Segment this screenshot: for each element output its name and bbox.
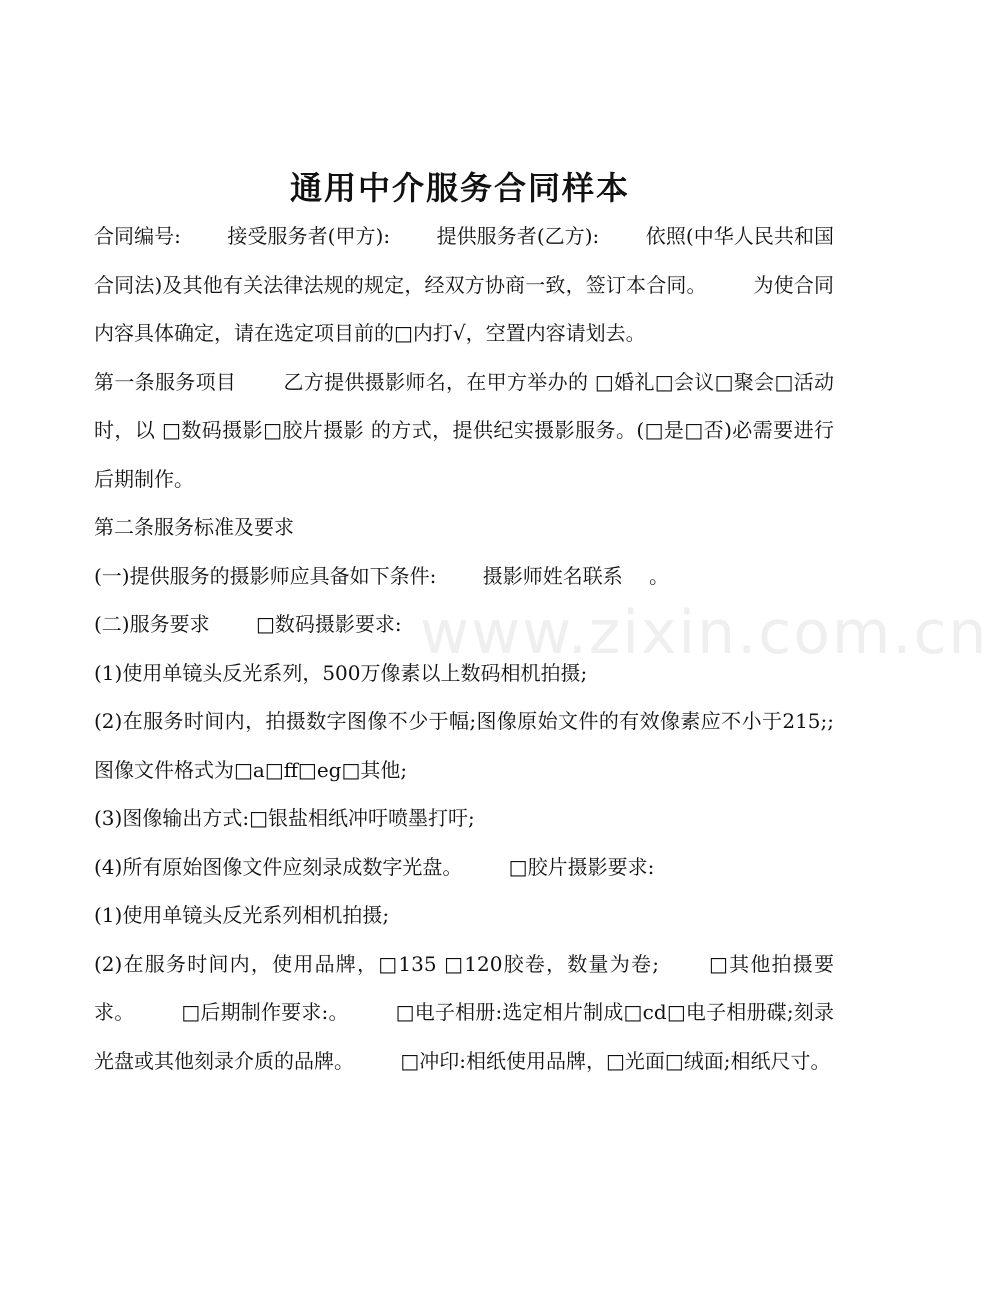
paragraph-service-requirements: (二)服务要求 □数码摄影要求: xyxy=(94,612,402,636)
paragraph-digital-item-2: (2)在服务时间内，拍摄数字图像不少于幅;图像原始文件的有效像素应不小于215;;图像文件格式为□a□ff□eg□其他; xyxy=(94,709,834,782)
paragraph-preamble: 合同编号: 接受服务者(甲方): 提供服务者(乙方): 依照(中华人民共和国合同法)及其他有关法律法规的规定，经双方协商一致，签订本合同。 为使合同内容具体确定，请在选定项目前的□内打√，空置内容请划去。 xyxy=(94,224,834,345)
paragraph-article-1: 第一条服务项目 乙方提供摄影师名，在甲方举办的 □婚礼□会议□聚会□活动时，以 □数码摄影□胶片摄影 的方式，提供纪实摄影服务。(□是□否)必需要进行后期制作。 xyxy=(94,369,834,491)
document-body xyxy=(94,212,834,1085)
paragraph-film-item-1: (1)使用单镜头反光系列相机拍摄; xyxy=(94,903,390,927)
paragraph-digital-item-3: (3)图像输出方式:□银盐相纸冲吁喷墨打吁; xyxy=(94,806,475,830)
paragraph-photographer-conditions: (一)提供服务的摄影师应具备如下条件: 摄影师姓名联系 。 xyxy=(94,563,670,588)
paragraph-digital-item-1: (1)使用单镜头反光系列，500万像素以上数码相机拍摄; xyxy=(94,660,588,685)
paragraph-digital-item-4: (4)所有原始图像文件应刻录成数字光盘。 □胶片摄影要求: xyxy=(94,854,655,879)
document-title: 通用中介服务合同样本 xyxy=(289,169,630,207)
paragraph-film-item-2: (2)在服务时间内，使用品牌，□135 □120胶卷，数量为卷; □其他拍摄要求。 □后期制作要求:。 □电子相册:选定相片制成□cd□电子相册碟;刻录光盘或其他刻录介质的品牌。 □冲印:相纸使用品牌，□光面□绒面;相纸尺寸。 xyxy=(94,951,834,1073)
watermark: www.zixin.com.cn xyxy=(420,598,988,668)
paragraph-article-2-heading: 第二条服务标准及要求 xyxy=(94,515,294,539)
